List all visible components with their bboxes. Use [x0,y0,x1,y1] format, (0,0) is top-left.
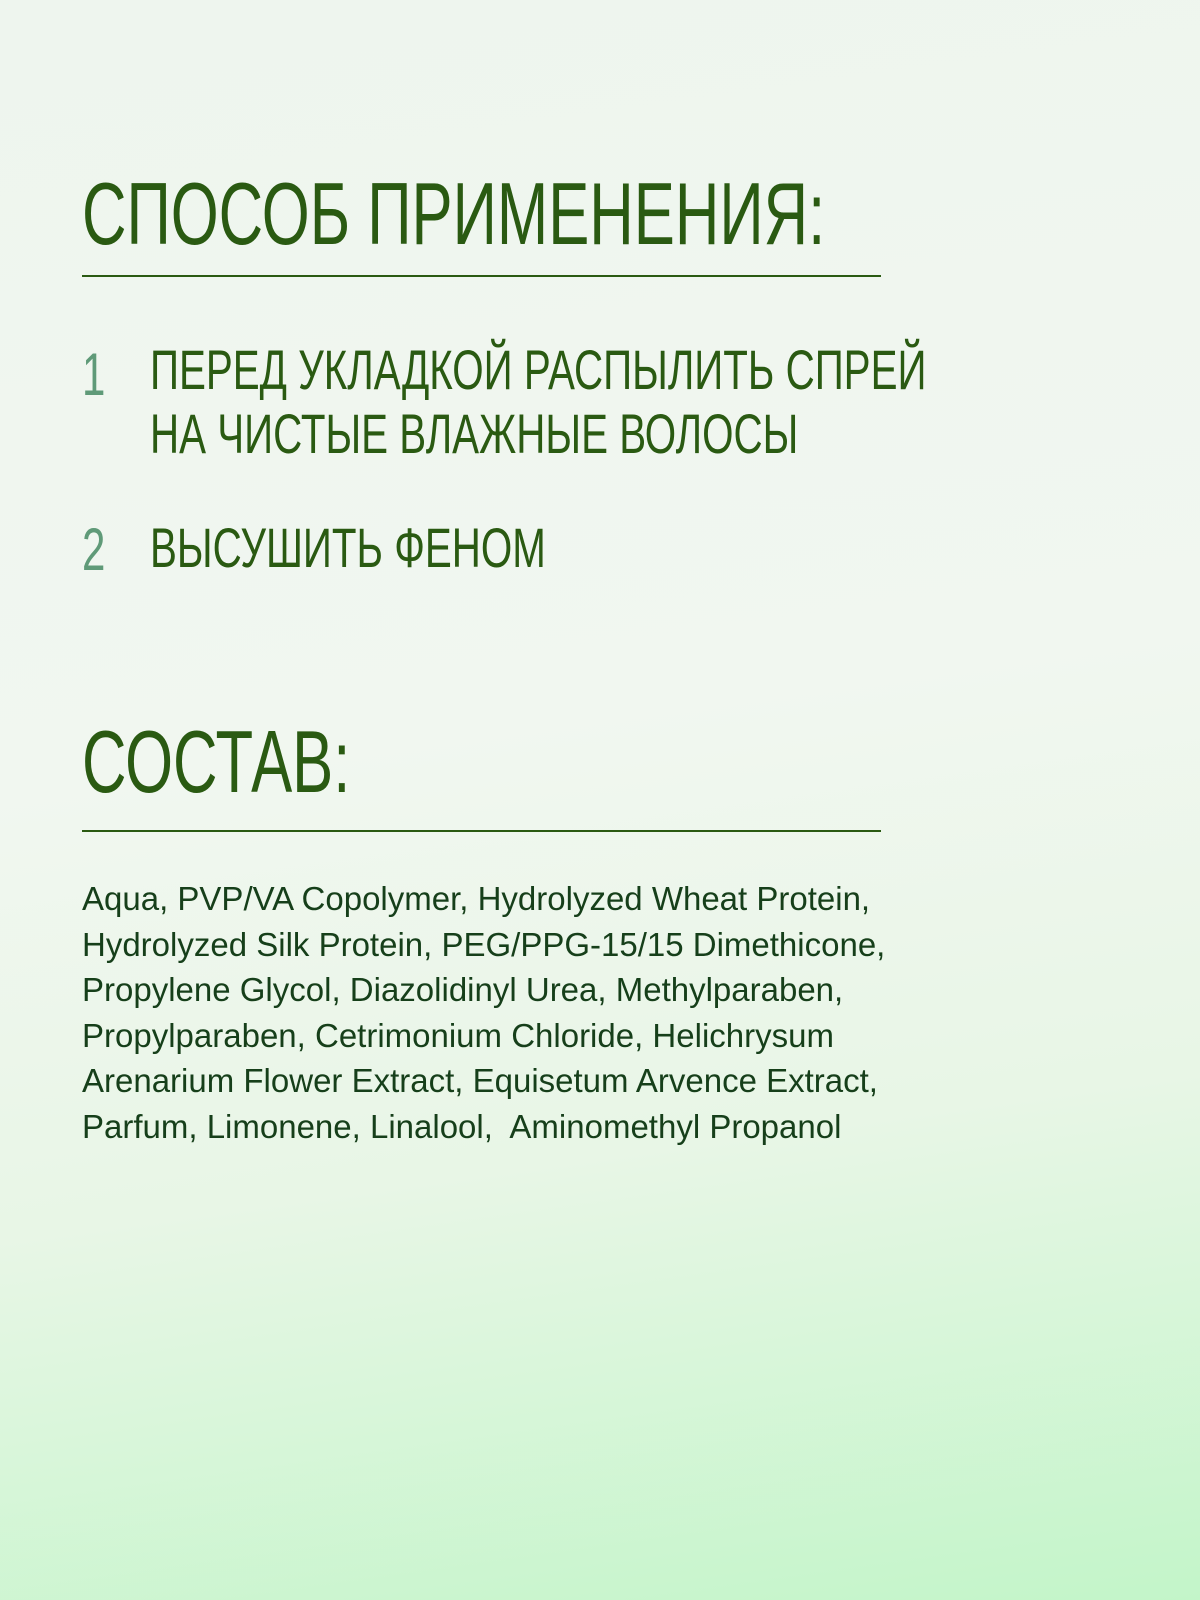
ingredients-line: Parfum, Limonene, Linalool, Aminomethyl Propanol [82,1107,842,1145]
ingredients-list [82,876,1042,1149]
step-number: 2 [82,516,106,583]
step-line: НА ЧИСТЫЕ ВЛАЖНЫЕ ВОЛОСЫ [150,402,799,465]
divider [82,830,881,832]
ingredients-line: Hydrolyzed Silk Protein, PEG/PPG-15/15 Dimethicone, [82,925,886,963]
ingredients-line: Arenarium Flower Extract, Equisetum Arvence Extract, [82,1062,878,1099]
usage-title: СПОСОБ ПРИМЕНЕНИЯ: [82,164,826,263]
step-line: ВЫСУШИТЬ ФЕНОМ [150,516,546,579]
divider [82,275,881,277]
ingredients-line: Propylene Glycol, Diazolidinyl Urea, Methylparaben, [82,971,844,1008]
step-line: ПЕРЕД УКЛАДКОЙ РАСПЫЛИТЬ СПРЕЙ [150,338,927,401]
composition-title: СОСТАВ: [82,712,351,811]
step-text [150,338,926,466]
step-number: 1 [82,341,106,408]
ingredients-line: Propylparaben, Cetrimonium Chloride, Helichrysum [82,1016,834,1054]
ingredients-line: Aqua, PVP/VA Copolymer, Hydrolyzed Wheat Protein, [82,880,871,917]
step-text [150,516,546,580]
